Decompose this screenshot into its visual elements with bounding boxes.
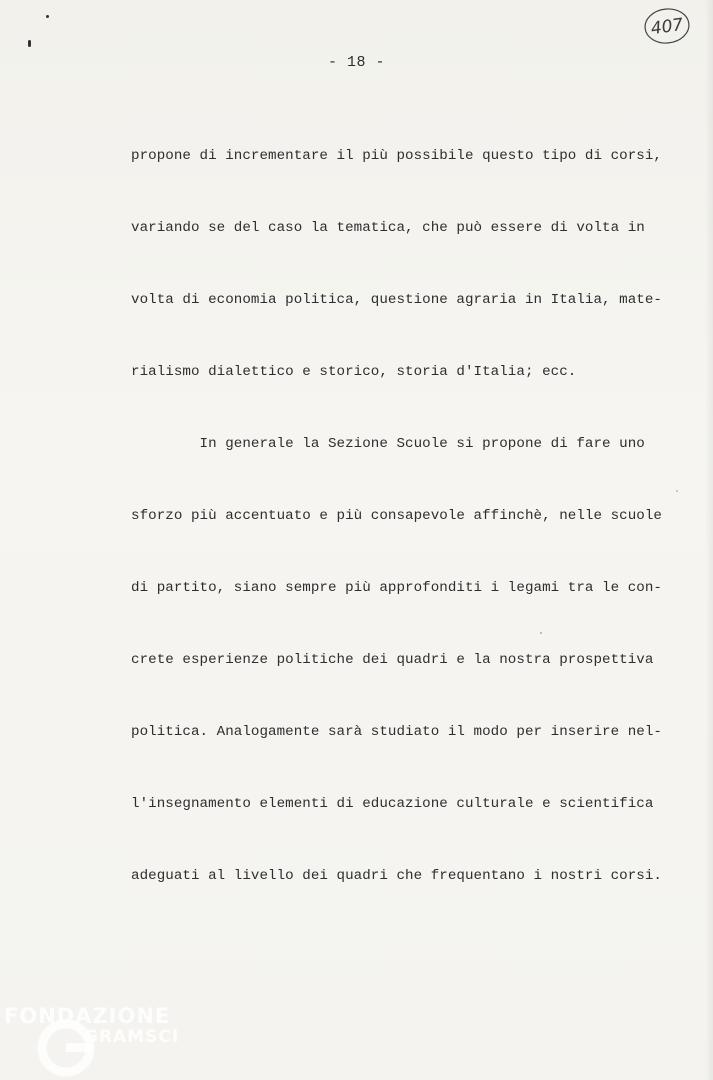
ink-speck <box>676 490 678 492</box>
text-line: crete esperienze politiche dei quadri e la nostra prospettiva <box>131 652 654 668</box>
watermark-line-2: GRAMSCI <box>84 1027 180 1047</box>
text-line: politica. Analogamente sarà studiato il modo per inserire nel- <box>131 724 662 740</box>
text-line: rialismo dialettico e storico, storia d'Italia; ecc. <box>131 364 577 380</box>
ink-speck <box>28 40 31 47</box>
ink-speck <box>46 15 49 18</box>
watermark-line-1: FONDAZIONE <box>4 1004 171 1028</box>
page-number: - 18 - <box>327 54 385 71</box>
text-line: adeguati al livello dei quadri che frequentano i nostri corsi. <box>131 868 662 884</box>
text-line: variando se del caso la tematica, che può essere di volta in <box>131 220 645 236</box>
fondazione-gramsci-watermark <box>4 998 194 1080</box>
text-line: In generale la Sezione Scuole si propone di fare uno <box>131 436 645 452</box>
text-line: propone di incrementare il più possibile questo tipo di corsi, <box>131 148 662 164</box>
body-text <box>131 96 671 936</box>
archive-stamp <box>643 7 691 45</box>
text-line: sforzo più accentuato e più consapevole affinchè, nelle scuole <box>131 508 662 524</box>
archive-number: 407 <box>649 14 685 40</box>
text-line: di partito, siano sempre più approfonditi i legami tra le con- <box>131 580 662 596</box>
text-line: l'insegnamento elementi di educazione culturale e scientifica <box>131 796 654 812</box>
text-line: volta di economia politica, questione agraria in Italia, mate- <box>131 292 662 308</box>
